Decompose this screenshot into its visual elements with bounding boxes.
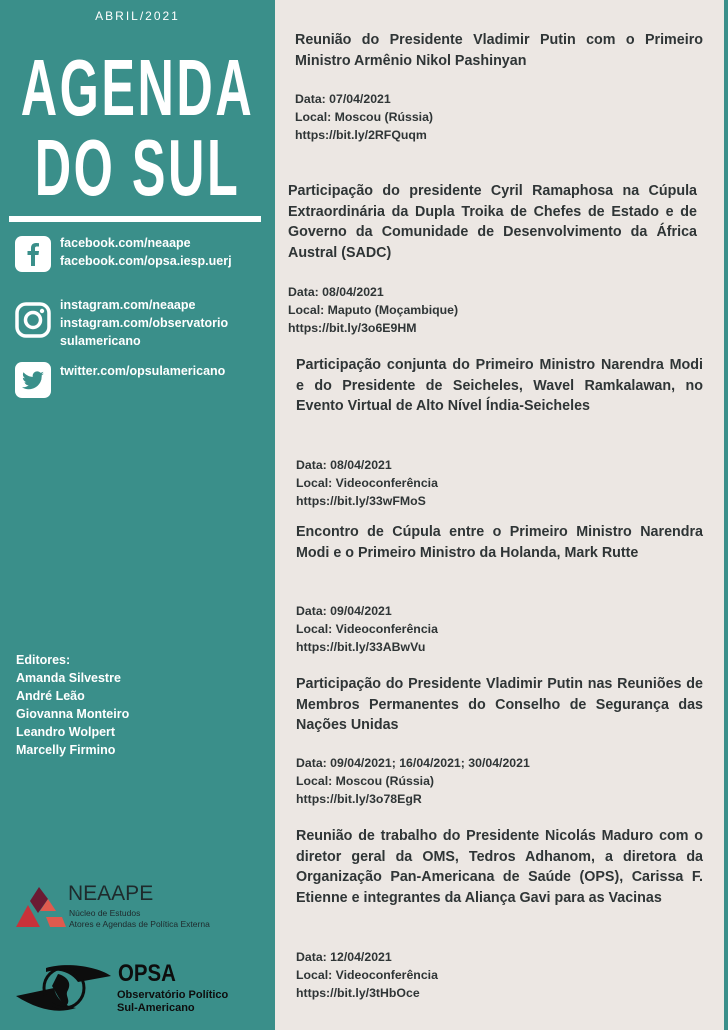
event-link[interactable]: https://bit.ly/33wFMoS [296,494,426,508]
editor: Giovanna Monteiro [16,707,130,721]
event-title: Participação do Presidente Vladimir Putin nas Reuniões de Membros Permanentes do Conselho de Segurança das Nações Unidas [296,676,703,733]
title-line1: AGENDA [20,43,255,132]
agenda-event [288,181,697,335]
facebook-icon[interactable] [15,236,51,272]
event-link[interactable]: https://bit.ly/3tHbOce [296,986,420,1000]
event-details [296,948,438,1002]
agenda-event [296,522,703,654]
agenda-event [296,355,703,508]
event-title: Reunião de trabalho do Presidente Nicolás Maduro com o diretor geral da OMS, Tedros Adhanom, a diretora da Organização Pan-Americana de Saúde (OPS), Carissa F. Etienne e integrantes da Aliança Gavi para as Vacinas [296,828,703,906]
agenda-event [296,826,703,1000]
event-place: Local: Moscou (Rússia) [295,110,434,124]
instagram-icon[interactable] [15,302,51,338]
neaape-logo-icon [16,887,66,929]
editors-label: Editores: [16,653,71,667]
agenda-event [296,674,703,806]
neaape-sub2: Atores e Agendas de Política Externa [69,919,210,929]
editor: Amanda Silvestre [16,671,121,685]
editors [16,651,129,759]
event-link[interactable]: https://bit.ly/33ABwVu [296,640,426,654]
facebook-links [60,234,232,270]
editor: Leandro Wolpert [16,725,116,739]
event-place: Local: Videoconferência [296,476,438,490]
event-date: Data: 08/04/2021 [296,458,392,472]
event-place: Local: Moscou (Rússia) [296,774,435,788]
twitter-links [60,362,225,380]
opsa-name: OPSA [118,960,176,987]
event-date: Data: 09/04/2021 [296,604,392,618]
event-date: Data: 08/04/2021 [288,285,384,299]
editor: André Leão [16,689,85,703]
opsa-globe-icon [16,962,111,1014]
event-title: Encontro de Cúpula entre o Primeiro Ministro Narendra Modi e o Primeiro Ministro da Holanda, Mark Rutte [296,524,703,561]
instagram-links [60,296,228,350]
event-date: Data: 07/04/2021 [295,92,391,106]
event-details [295,90,433,144]
event-place: Local: Videoconferência [296,968,438,982]
facebook-link[interactable]: facebook.com/opsa.iesp.uerj [60,254,232,268]
event-place: Local: Maputo (Moçambique) [288,303,459,317]
opsa-logo [16,962,246,1018]
neaape-logo [16,882,246,935]
event-link[interactable]: https://bit.ly/3o6E9HM [288,321,417,335]
instagram-link[interactable]: instagram.com/observatorio [60,316,229,330]
agenda-event [295,30,703,142]
sidebar [0,0,275,1030]
editor: Marcelly Firmino [16,743,116,757]
event-date: Data: 09/04/2021; 16/04/2021; 30/04/2021 [296,756,530,770]
event-details [296,754,530,808]
instagram-link[interactable]: sulamericano [60,334,141,348]
event-link[interactable]: https://bit.ly/3o78EgR [296,792,422,806]
neaape-sub1: Núcleo de Estudos [69,908,141,918]
facebook-link[interactable]: facebook.com/neaape [60,236,191,250]
opsa-sub1: Observatório Político [117,989,229,1001]
title-line2: DO SUL [34,123,241,212]
event-details [296,456,438,510]
right-edge-stripe [724,0,728,1030]
event-title: Reunião do Presidente Vladimir Putin com o Primeiro Ministro Armênio Nikol Pashinyan [295,32,703,69]
event-details [288,283,458,337]
event-date: Data: 12/04/2021 [296,950,392,964]
event-link[interactable]: https://bit.ly/2RFQuqm [295,128,427,142]
event-title: Participação conjunta do Primeiro Ministro Narendra Modi e do Presidente de Seicheles, Wavel Ramkalawan, no Evento Virtual de Alto Nível Índia-Seicheles [296,357,703,414]
opsa-sub2: Sul-Americano [117,1002,195,1014]
event-details [296,602,438,656]
event-place: Local: Videoconferência [296,622,438,636]
twitter-icon[interactable] [15,362,51,398]
twitter-link[interactable]: twitter.com/opsulamericano [60,364,226,378]
issue-month: ABRIL/2021 [95,9,180,23]
divider [9,216,261,222]
neaape-name: NEAAPE [68,882,154,905]
event-title: Participação do presidente Cyril Ramaphosa na Cúpula Extraordinária da Dupla Troika de Chefes de Estado e de Governo da Comunidade de Desenvolvimento da África Austral (SADC) [288,183,697,261]
instagram-link[interactable]: instagram.com/neaape [60,298,196,312]
